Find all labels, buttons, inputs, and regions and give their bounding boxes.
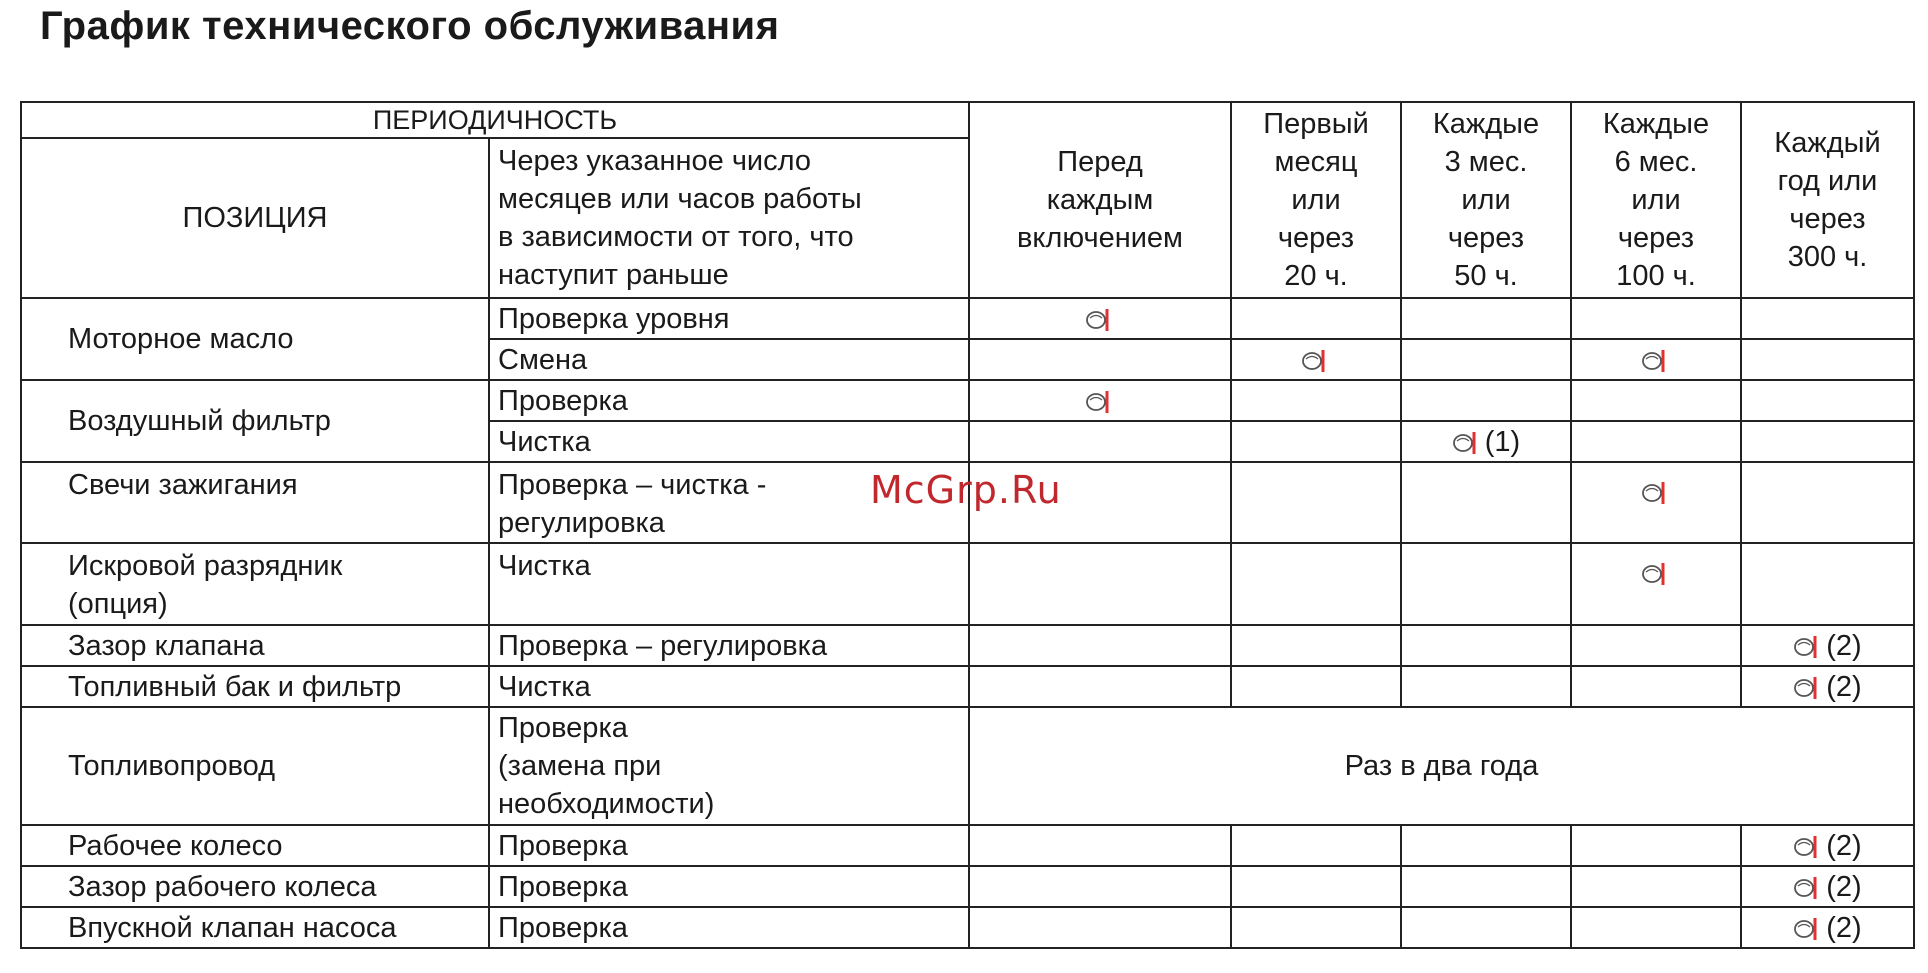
col-every-year: Каждый год или через 300 ч.: [1741, 102, 1914, 298]
col-first-month: Первый месяц или через 20 ч.: [1231, 102, 1401, 298]
maintenance-mark-icon: [1301, 347, 1331, 375]
table-row: [21, 380, 1914, 421]
row-action: Проверка: [489, 907, 969, 948]
row-action: Чистка: [489, 666, 969, 707]
footnote-ref: (2): [1826, 629, 1862, 662]
footnote-ref: (1): [1484, 425, 1521, 458]
footnote-ref: (2): [1826, 670, 1862, 703]
row-item-air-filter: Воздушный фильтр: [21, 380, 489, 462]
row-action: Чистка: [489, 421, 969, 462]
maintenance-mark-icon: [1793, 874, 1823, 902]
row-action: Смена: [489, 339, 969, 380]
row-item-impeller-gap: Зазор рабочего колеса: [21, 866, 489, 907]
row-item-pump-inlet-valve: Впускной клапан насоса: [21, 907, 489, 948]
maintenance-mark-icon: [1793, 915, 1823, 943]
maintenance-mark-icon: [1793, 674, 1823, 702]
row-action: Проверка – чистка - регулировка: [489, 462, 969, 543]
table-row: [21, 298, 1914, 339]
header-row: [21, 102, 1914, 138]
row-item-spark-arrester: Искровой разрядник (опция): [21, 543, 489, 625]
footnote-ref: (2): [1826, 870, 1862, 903]
table-row: [21, 825, 1914, 866]
maintenance-mark-icon: [1793, 833, 1823, 861]
row-item-spark-plugs: Свечи зажигания: [21, 462, 489, 543]
periodicity-header: ПЕРИОДИЧНОСТЬ: [21, 102, 969, 138]
maintenance-mark-icon: [1641, 560, 1671, 588]
row-action: Проверка: [489, 380, 969, 421]
page-title: График технического обслуживания: [40, 4, 780, 48]
row-action: Проверка (замена при необходимости): [489, 707, 969, 825]
position-header: ПОЗИЦИЯ: [21, 138, 489, 298]
col-before-each-start: Перед каждым включением: [969, 102, 1231, 298]
row-item-impeller: Рабочее колесо: [21, 825, 489, 866]
footnote-ref: (2): [1826, 911, 1862, 944]
row-item-valve-clearance: Зазор клапана: [21, 625, 489, 666]
row-action: Чистка: [489, 543, 969, 625]
every-two-years-note: Раз в два года: [969, 707, 1914, 825]
interval-note: Через указанное число месяцев или часов работы в зависимости от того, что наступит раньше: [489, 138, 969, 298]
maintenance-mark-icon: [1793, 633, 1823, 661]
table-row: [21, 625, 1914, 666]
row-action: Проверка – регулировка: [489, 625, 969, 666]
maintenance-mark-icon: [1452, 429, 1482, 457]
maintenance-mark-icon: [1641, 479, 1671, 507]
table-row: [21, 666, 1914, 707]
row-action: Проверка: [489, 825, 969, 866]
maintenance-mark-icon: [1085, 388, 1115, 416]
table-row: [21, 707, 1914, 825]
row-item-fuel-tank: Топливный бак и фильтр: [21, 666, 489, 707]
table-row: [21, 907, 1914, 948]
col-every-3-months: Каждые 3 мес. или через 50 ч.: [1401, 102, 1571, 298]
row-item-oil: Моторное масло: [21, 298, 489, 380]
table-row: [21, 866, 1914, 907]
maintenance-table: [20, 101, 1915, 949]
table-row: [21, 543, 1914, 625]
watermark: McGrp.Ru: [870, 468, 1062, 512]
footnote-ref: (2): [1826, 829, 1862, 862]
row-action: Проверка уровня: [489, 298, 969, 339]
row-action: Проверка: [489, 866, 969, 907]
maintenance-mark-icon: [1085, 306, 1115, 334]
col-every-6-months: Каждые 6 мес. или через 100 ч.: [1571, 102, 1741, 298]
row-item-fuel-line: Топливопровод: [21, 707, 489, 825]
maintenance-mark-icon: [1641, 347, 1671, 375]
